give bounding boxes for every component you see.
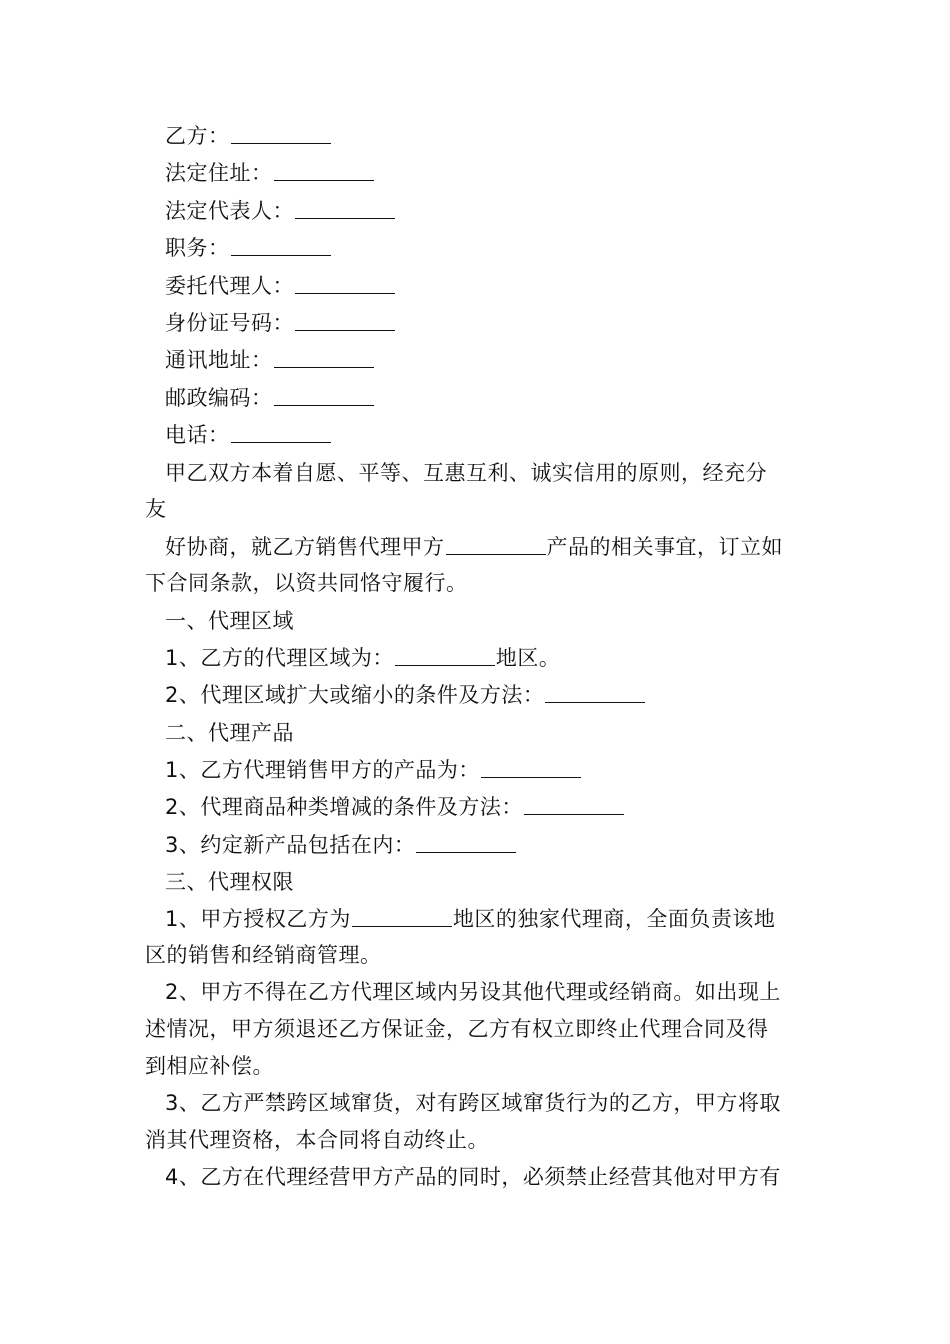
section-3-item-1-line-1 bbox=[165, 904, 775, 934]
legal-address-line bbox=[165, 158, 375, 188]
section-3-item-1-start: 1、甲方授权乙方为 bbox=[165, 907, 351, 931]
section-2-item-3-label: 3、约定新产品包括在内： bbox=[165, 833, 416, 857]
party-b-blank bbox=[231, 121, 331, 144]
agent-blank bbox=[295, 271, 395, 294]
preamble-line-1: 甲乙双方本着自愿、平等、互惠互利、诚实信用的原则，经充分 bbox=[165, 461, 767, 485]
section-2-item-1-label: 1、乙方代理销售甲方的产品为： bbox=[165, 758, 480, 782]
position-blank bbox=[231, 233, 331, 256]
postal-code-line bbox=[165, 383, 375, 413]
section-1-heading: 一、代理区域 bbox=[165, 609, 294, 633]
section-3-item-4-line-1: 4、乙方在代理经营甲方产品的同时，必须禁止经营其他对甲方有 bbox=[165, 1165, 781, 1189]
party-b-line bbox=[165, 121, 332, 151]
section-3-item-1-line-2: 区的销售和经销商管理。 bbox=[145, 943, 382, 967]
section-3-heading: 三、代理权限 bbox=[165, 870, 294, 894]
legal-rep-line bbox=[165, 196, 396, 226]
postal-code-blank bbox=[274, 383, 374, 406]
preamble-line-3 bbox=[165, 532, 783, 562]
preamble-line-4: 下合同条款，以资共同恪守履行。 bbox=[145, 571, 468, 595]
section-1-item-1-end: 地区。 bbox=[495, 646, 561, 670]
legal-rep-blank bbox=[295, 196, 395, 219]
phone-label: 电话： bbox=[165, 423, 230, 447]
section-2-item-3 bbox=[165, 830, 517, 860]
agency-region-blank bbox=[395, 643, 495, 666]
legal-address-blank bbox=[274, 158, 374, 181]
section-1-item-1 bbox=[165, 643, 560, 673]
legal-rep-label: 法定代表人： bbox=[165, 199, 294, 223]
section-3-item-1-end: 地区的独家代理商，全面负责该地 bbox=[452, 907, 776, 931]
product-change-blank bbox=[524, 792, 624, 815]
section-1-item-2-label: 2、代理区域扩大或缩小的条件及方法： bbox=[165, 683, 545, 707]
product-name-blank bbox=[446, 532, 546, 555]
preamble-line-3-start: 好协商，就乙方销售代理甲方 bbox=[165, 535, 445, 559]
preamble-line-2: 友 bbox=[145, 497, 167, 521]
legal-address-label: 法定住址： bbox=[165, 161, 273, 185]
id-number-blank bbox=[295, 308, 395, 331]
agency-product-blank bbox=[481, 755, 581, 778]
section-3-item-3-line-2: 消其代理资格，本合同将自动终止。 bbox=[145, 1128, 489, 1152]
mail-address-line bbox=[165, 345, 375, 375]
preamble-line-3-end: 产品的相关事宜，订立如 bbox=[546, 535, 783, 559]
section-1-item-1-start: 1、乙方的代理区域为： bbox=[165, 646, 394, 670]
section-2-item-2 bbox=[165, 792, 625, 822]
section-2-item-2-label: 2、代理商品种类增减的条件及方法： bbox=[165, 795, 523, 819]
agent-line bbox=[165, 271, 396, 301]
party-b-label: 乙方： bbox=[165, 124, 230, 148]
position-line bbox=[165, 233, 332, 263]
section-2-item-1 bbox=[165, 755, 582, 785]
position-label: 职务： bbox=[165, 236, 230, 260]
section-1-item-2 bbox=[165, 680, 646, 710]
exclusive-region-blank bbox=[352, 904, 452, 927]
mail-address-label: 通讯地址： bbox=[165, 348, 273, 372]
id-number-line bbox=[165, 308, 396, 338]
agent-label: 委托代理人： bbox=[165, 274, 294, 298]
section-3-item-3-line-1: 3、乙方严禁跨区域窜货，对有跨区域窜货行为的乙方，甲方将取 bbox=[165, 1091, 781, 1115]
section-3-item-2-line-1: 2、甲方不得在乙方代理区域内另设其他代理或经销商。如出现上 bbox=[165, 980, 781, 1004]
section-3-item-2-line-2: 述情况，甲方须退还乙方保证金，乙方有权立即终止代理合同及得 bbox=[145, 1017, 769, 1041]
phone-line bbox=[165, 420, 332, 450]
new-product-blank bbox=[416, 830, 516, 853]
postal-code-label: 邮政编码： bbox=[165, 386, 273, 410]
section-3-item-2-line-3: 到相应补偿。 bbox=[145, 1054, 274, 1078]
mail-address-blank bbox=[274, 345, 374, 368]
section-2-heading: 二、代理产品 bbox=[165, 721, 294, 745]
id-number-label: 身份证号码： bbox=[165, 311, 294, 335]
phone-blank bbox=[231, 420, 331, 443]
region-change-blank bbox=[545, 680, 645, 703]
